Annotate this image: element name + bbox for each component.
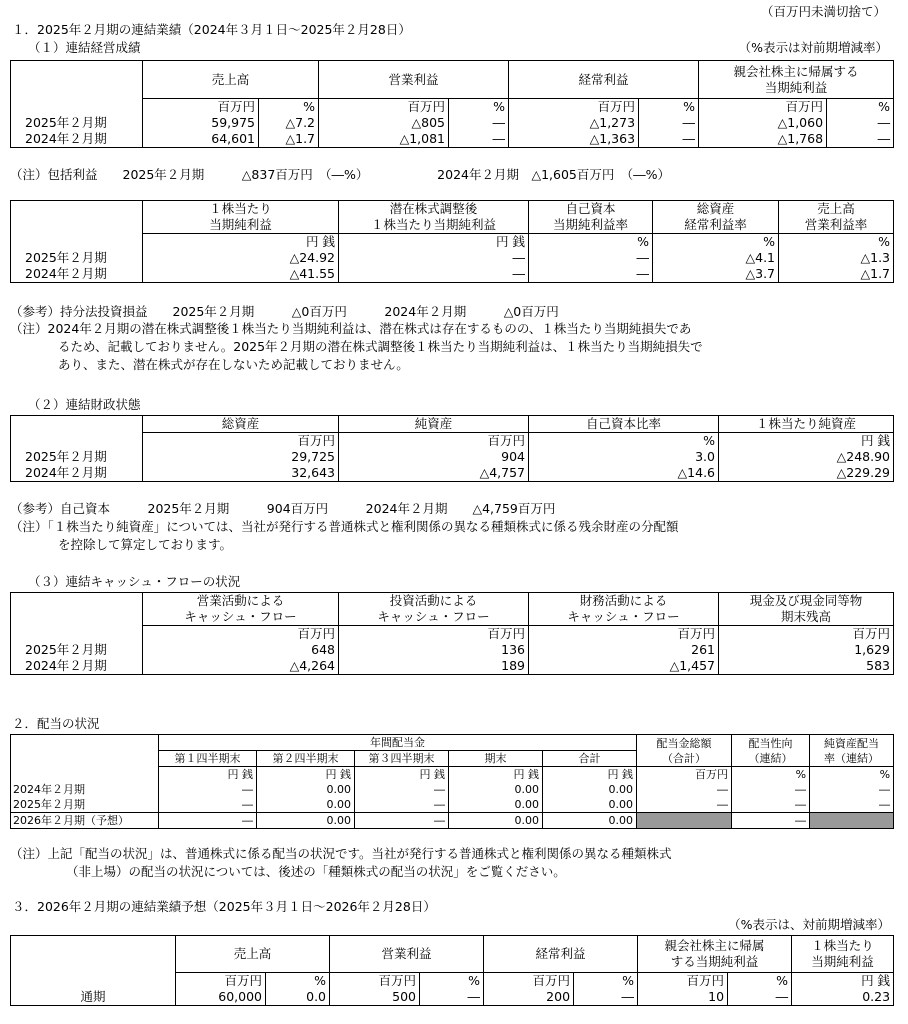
value-cell: ― bbox=[637, 797, 732, 813]
row-label: 2025年２月期 bbox=[11, 250, 143, 266]
header-roe-line1: 自己資本 bbox=[565, 201, 616, 216]
shaded-cell bbox=[637, 813, 732, 829]
bps-note-line1: （注）「１株当たり純資産」については、当社が発行する普通株式と権利関係の異なる種類株式に係る残余財産の分配額 bbox=[10, 519, 679, 534]
header-doe-line2: 率（連結） bbox=[824, 751, 880, 765]
value-cell: 0.00 bbox=[257, 797, 355, 813]
header-op-margin bbox=[779, 201, 894, 234]
row-label: 2024年２月期 bbox=[11, 465, 143, 482]
corner-cell bbox=[11, 735, 159, 767]
value-cell: △24.92 bbox=[143, 250, 339, 266]
unit-cell: 円 銭 bbox=[339, 234, 529, 251]
header-op-income: 営業利益 bbox=[319, 61, 509, 99]
header-doe bbox=[810, 735, 894, 767]
header-operating-cf-line2: キャッシュ・フロー bbox=[184, 609, 297, 624]
value-cell: △4.1 bbox=[653, 250, 779, 266]
header-fc-sales: 売上高 bbox=[176, 936, 330, 973]
value-cell: 0.0 bbox=[266, 989, 330, 1006]
corner-cell bbox=[11, 61, 143, 99]
unit-cell: 百万円 bbox=[143, 99, 259, 116]
value-cell: ― bbox=[449, 115, 509, 131]
unit-cell: 円 銭 bbox=[257, 767, 355, 783]
header-ord-income: 経常利益 bbox=[509, 61, 699, 99]
value-cell: ― bbox=[159, 782, 257, 797]
diluted-note-line3: あり、また、潜在株式が存在しないため記載しておりません。 bbox=[58, 357, 409, 372]
unit-cell: 百万円 bbox=[637, 767, 732, 783]
section-1-3-heading: （３）連結キャッシュ・フローの状況 bbox=[28, 574, 241, 589]
unit-cell: 円 銭 bbox=[719, 433, 894, 450]
row-label: 2025年２月期 bbox=[11, 642, 143, 658]
value-cell: ― bbox=[449, 131, 509, 148]
value-cell: ― bbox=[339, 266, 529, 283]
unit-cell: 百万円 bbox=[719, 626, 894, 643]
header-total-dividend-line1: 配当金総額 bbox=[656, 736, 712, 750]
header-total: 合計 bbox=[543, 751, 637, 767]
shaded-cell bbox=[810, 813, 894, 829]
header-diluted-eps-line2: １株当たり当期純利益 bbox=[370, 217, 496, 232]
unit-note: （百万円未満切捨て） bbox=[760, 4, 886, 19]
value-cell: 0.00 bbox=[449, 797, 543, 813]
value-cell: ― bbox=[639, 115, 699, 131]
header-year-end: 期末 bbox=[449, 751, 543, 767]
value-cell: 1,629 bbox=[719, 642, 894, 658]
diluted-note-line1: （注）2024年２月期の潜在株式調整後１株当たり当期純利益は、潜在株式は存在するものの、１株当たり当期純損失であ bbox=[10, 321, 692, 336]
header-payout-ratio-line1: 配当性向 bbox=[748, 736, 793, 750]
value-cell: ― bbox=[732, 813, 810, 829]
corner-cell bbox=[11, 416, 143, 433]
label-cell bbox=[11, 626, 143, 643]
header-net-income-line2: 当期純利益 bbox=[764, 79, 828, 95]
header-investing-cf-line2: キャッシュ・フロー bbox=[377, 609, 490, 624]
unit-cell: 円 銭 bbox=[449, 767, 543, 783]
value-cell: 59,975 bbox=[143, 115, 259, 131]
unit-cell: 円 銭 bbox=[355, 767, 449, 783]
header-financing-cf-line1: 財務活動による bbox=[579, 593, 668, 608]
section-2-heading: ２．配当の状況 bbox=[12, 716, 100, 731]
unit-cell: 百万円 bbox=[529, 626, 719, 643]
value-cell: ― bbox=[339, 250, 529, 266]
value-cell: △1.7 bbox=[259, 131, 319, 148]
header-doe-line1: 純資産配当 bbox=[824, 736, 880, 750]
header-eps-line1: １株当たり bbox=[209, 201, 272, 216]
forecast-pct-note: （%表示は、対前期増減率） bbox=[728, 917, 890, 932]
header-fc-eps-line2: 当期純利益 bbox=[811, 953, 874, 969]
value-cell: ― bbox=[732, 782, 810, 797]
corner-cell bbox=[11, 201, 143, 234]
header-payout-ratio-line2: （連結） bbox=[748, 751, 793, 765]
header-sales: 売上高 bbox=[143, 61, 319, 99]
row-label: 2024年２月期 bbox=[11, 782, 159, 797]
value-cell: 261 bbox=[529, 642, 719, 658]
section-1-2-heading: （２）連結財政状態 bbox=[28, 397, 141, 412]
header-net-assets: 純資産 bbox=[339, 416, 529, 433]
header-q2: 第２四半期末 bbox=[257, 751, 355, 767]
value-cell: 60,000 bbox=[176, 989, 266, 1006]
value-cell: △1,457 bbox=[529, 658, 719, 675]
row-label: 2025年２月期 bbox=[11, 797, 159, 813]
unit-cell: 百万円 bbox=[176, 972, 266, 989]
value-cell: △1,768 bbox=[699, 131, 827, 148]
unit-cell: % bbox=[259, 99, 319, 116]
row-label: 2024年２月期 bbox=[11, 658, 143, 675]
value-cell: 0.23 bbox=[792, 989, 894, 1006]
value-cell: ― bbox=[159, 797, 257, 813]
value-cell: ― bbox=[355, 782, 449, 797]
value-cell: ― bbox=[827, 115, 894, 131]
unit-cell: 百万円 bbox=[699, 99, 827, 116]
header-bps: １株当たり純資産 bbox=[719, 416, 894, 433]
label-cell bbox=[11, 972, 176, 989]
row-label: 2026年２月期（予想） bbox=[11, 813, 159, 829]
unit-cell: 百万円 bbox=[638, 972, 728, 989]
unit-cell: 円 銭 bbox=[143, 234, 339, 251]
cash-flow-table bbox=[10, 592, 894, 675]
row-label: 通期 bbox=[11, 989, 176, 1006]
label-cell bbox=[11, 99, 143, 116]
dividend-note-line2: （非上場）の配当の状況については、後述の「種類株式の配当の状況」をご覧ください。 bbox=[66, 864, 566, 879]
value-cell: ― bbox=[529, 250, 653, 266]
unit-cell: 百万円 bbox=[339, 433, 529, 450]
value-cell: ― bbox=[159, 813, 257, 829]
value-cell: △1.7 bbox=[779, 266, 894, 283]
value-cell: ― bbox=[639, 131, 699, 148]
unit-cell: 円 銭 bbox=[543, 767, 637, 783]
value-cell: 0.00 bbox=[449, 782, 543, 797]
value-cell: △4,264 bbox=[143, 658, 339, 675]
bps-note-line2: を控除して算定しております。 bbox=[58, 537, 233, 552]
header-investing-cf bbox=[339, 593, 529, 626]
value-cell: 583 bbox=[719, 658, 894, 675]
unit-cell: 百万円 bbox=[339, 626, 529, 643]
header-fc-ord-income: 経常利益 bbox=[484, 936, 638, 973]
value-cell: ― bbox=[529, 266, 653, 283]
header-fc-op-income: 営業利益 bbox=[330, 936, 484, 973]
value-cell: ― bbox=[728, 989, 792, 1006]
header-total-dividend-line2: （合計） bbox=[662, 751, 707, 765]
header-financing-cf-line2: キャッシュ・フロー bbox=[567, 609, 680, 624]
header-fc-eps-line1: １株当たり bbox=[811, 937, 874, 953]
value-cell: 0.00 bbox=[449, 813, 543, 829]
header-operating-cf bbox=[143, 593, 339, 626]
header-fc-net-income-line2: する当期純利益 bbox=[670, 953, 759, 969]
value-cell: 200 bbox=[484, 989, 574, 1006]
operating-results-table bbox=[10, 60, 894, 148]
value-cell: ― bbox=[355, 813, 449, 829]
equity-method-note: （参考）持分法投資損益 2025年２月期 △0百万円 2024年２月期 △0百万円 bbox=[10, 304, 559, 319]
corner-cell bbox=[11, 936, 176, 973]
value-cell: ― bbox=[574, 989, 638, 1006]
value-cell: 904 bbox=[339, 449, 529, 465]
value-cell: 29,725 bbox=[143, 449, 339, 465]
unit-cell: % bbox=[728, 972, 792, 989]
header-roa-line2: 経常利益率 bbox=[684, 217, 747, 232]
header-cash-balance-line1: 現金及び現金同等物 bbox=[749, 593, 863, 608]
value-cell: △7.2 bbox=[259, 115, 319, 131]
row-label: 2024年２月期 bbox=[11, 131, 143, 148]
value-cell: 0.00 bbox=[257, 782, 355, 797]
value-cell: ― bbox=[810, 797, 894, 813]
per-share-table bbox=[10, 200, 894, 283]
header-cash-balance-line2: 期末残高 bbox=[780, 609, 831, 624]
row-label: 2024年２月期 bbox=[11, 266, 143, 283]
forecast-table bbox=[10, 935, 894, 1006]
value-cell: ― bbox=[637, 782, 732, 797]
value-cell: △229.29 bbox=[719, 465, 894, 482]
dividend-table bbox=[10, 734, 894, 829]
header-fc-net-income-line1: 親会社株主に帰属 bbox=[664, 937, 765, 953]
header-net-income bbox=[699, 61, 894, 99]
value-cell: △1,060 bbox=[699, 115, 827, 131]
header-roa-line1: 総資産 bbox=[696, 201, 735, 216]
section-1-1-heading: （１）連結経営成績 bbox=[28, 40, 141, 55]
unit-cell: 百万円 bbox=[319, 99, 449, 116]
value-cell: 0.00 bbox=[257, 813, 355, 829]
label-cell bbox=[11, 234, 143, 251]
unit-cell: % bbox=[639, 99, 699, 116]
header-eps-line2: 当期純利益 bbox=[209, 217, 272, 232]
value-cell: 64,601 bbox=[143, 131, 259, 148]
header-financing-cf bbox=[529, 593, 719, 626]
unit-cell: % bbox=[732, 767, 810, 783]
value-cell: 3.0 bbox=[529, 449, 719, 465]
value-cell: ― bbox=[732, 797, 810, 813]
unit-cell: 百万円 bbox=[143, 626, 339, 643]
financial-position-table bbox=[10, 415, 894, 482]
value-cell: △1,273 bbox=[509, 115, 639, 131]
value-cell: 0.00 bbox=[543, 782, 637, 797]
header-diluted-eps bbox=[339, 201, 529, 234]
header-roe-line2: 当期純利益率 bbox=[552, 217, 628, 232]
value-cell: 10 bbox=[638, 989, 728, 1006]
unit-cell: 百万円 bbox=[484, 972, 574, 989]
header-annual-dividend: 年間配当金 bbox=[159, 735, 637, 751]
section-1-heading: １．2025年２月期の連結業績（2024年３月１日～2025年２月28日） bbox=[12, 22, 411, 37]
value-cell: 648 bbox=[143, 642, 339, 658]
unit-cell: 百万円 bbox=[509, 99, 639, 116]
unit-cell: % bbox=[574, 972, 638, 989]
unit-cell: % bbox=[810, 767, 894, 783]
header-operating-cf-line1: 営業活動による bbox=[196, 593, 285, 608]
row-label: 2025年２月期 bbox=[11, 115, 143, 131]
header-roa bbox=[653, 201, 779, 234]
unit-cell: % bbox=[266, 972, 330, 989]
header-op-margin-line2: 営業利益率 bbox=[804, 217, 868, 232]
equity-ref-note: （参考）自己資本 2025年２月期 904百万円 2024年２月期 △4,759百万円 bbox=[10, 501, 556, 516]
label-cell bbox=[11, 433, 143, 450]
value-cell: ― bbox=[420, 989, 484, 1006]
value-cell: 32,643 bbox=[143, 465, 339, 482]
unit-cell: % bbox=[779, 234, 894, 251]
header-cash-balance bbox=[719, 593, 894, 626]
pct-note: （%表示は対前期増減率） bbox=[738, 40, 888, 55]
value-cell: 500 bbox=[330, 989, 420, 1006]
value-cell: 0.00 bbox=[543, 797, 637, 813]
unit-cell: 円 銭 bbox=[792, 972, 894, 989]
header-q1: 第１四半期末 bbox=[159, 751, 257, 767]
value-cell: △1.3 bbox=[779, 250, 894, 266]
comprehensive-income-note: （注）包括利益 2025年２月期 △837百万円 （―%） 2024年２月期 △1,605百万円 （―%） bbox=[10, 167, 670, 182]
row-label: 2025年２月期 bbox=[11, 449, 143, 465]
value-cell: △248.90 bbox=[719, 449, 894, 465]
value-cell: △805 bbox=[319, 115, 449, 131]
unit-cell: % bbox=[653, 234, 779, 251]
header-equity-ratio: 自己資本比率 bbox=[529, 416, 719, 433]
unit-cell: % bbox=[529, 234, 653, 251]
value-cell: ― bbox=[355, 797, 449, 813]
unit-cell: % bbox=[420, 972, 484, 989]
header-eps bbox=[143, 201, 339, 234]
header-payout-ratio bbox=[732, 735, 810, 767]
value-cell: △1,363 bbox=[509, 131, 639, 148]
value-cell: 136 bbox=[339, 642, 529, 658]
header-total-dividend bbox=[637, 735, 732, 767]
header-op-margin-line1: 売上高 bbox=[817, 201, 855, 216]
value-cell: △41.55 bbox=[143, 266, 339, 283]
section-3-heading: ３．2026年２月期の連結業績予想（2025年３月１日～2026年２月28日） bbox=[12, 899, 436, 914]
corner-cell bbox=[11, 593, 143, 626]
unit-cell: % bbox=[827, 99, 894, 116]
diluted-note-line2: るため、記載しておりません。2025年２月期の潜在株式調整後１株当たり当期純利益は、１株当たり当期純損失で bbox=[58, 339, 703, 354]
header-fc-eps bbox=[792, 936, 894, 973]
unit-cell: % bbox=[449, 99, 509, 116]
header-diluted-eps-line1: 潜在株式調整後 bbox=[389, 201, 478, 216]
unit-cell: 円 銭 bbox=[159, 767, 257, 783]
value-cell: ― bbox=[810, 782, 894, 797]
label-cell bbox=[11, 767, 159, 783]
header-investing-cf-line1: 投資活動による bbox=[389, 593, 478, 608]
value-cell: ― bbox=[827, 131, 894, 148]
header-roe bbox=[529, 201, 653, 234]
header-q3: 第３四半期末 bbox=[355, 751, 449, 767]
value-cell: 189 bbox=[339, 658, 529, 675]
value-cell: △14.6 bbox=[529, 465, 719, 482]
unit-cell: % bbox=[529, 433, 719, 450]
unit-cell: 百万円 bbox=[330, 972, 420, 989]
value-cell: △4,757 bbox=[339, 465, 529, 482]
value-cell: △3.7 bbox=[653, 266, 779, 283]
value-cell: 0.00 bbox=[543, 813, 637, 829]
header-net-income-line1: 親会社株主に帰属する bbox=[733, 63, 859, 79]
dividend-note-line1: （注）上記「配当の状況」は、普通株式に係る配当の状況です。当社が発行する普通株式と権利関係の異なる種類株式 bbox=[10, 846, 672, 861]
unit-cell: 百万円 bbox=[143, 433, 339, 450]
header-total-assets: 総資産 bbox=[143, 416, 339, 433]
header-fc-net-income bbox=[638, 936, 792, 973]
value-cell: △1,081 bbox=[319, 131, 449, 148]
